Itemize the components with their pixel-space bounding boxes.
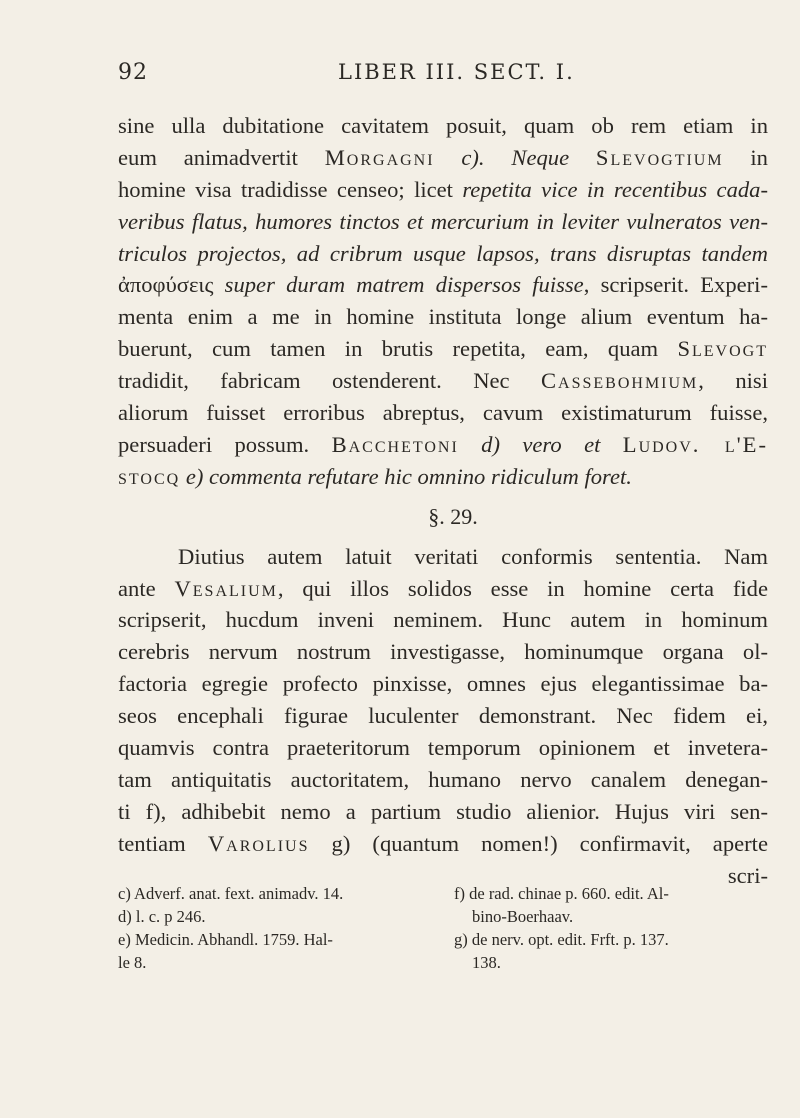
footnote: d) l. c. p 246. (118, 907, 206, 926)
text-line: cerebris nervum nostrum investigasse, hominumque organa ol- (118, 639, 768, 665)
text-line: tam antiquitatis auctoritatem, humano nervo canalem denegan- (118, 766, 768, 792)
footnote: g) de nerv. opt. edit. Frft. p. 137. (454, 930, 669, 949)
text-line: ἀποφύσεις super duram matrem dispersos fuisse, scripserit. Experi- (118, 272, 768, 298)
page-number: 92 (118, 60, 148, 85)
text-line: persuaderi possum. Bacchetoni d) vero et Ludov. l'E- (118, 431, 768, 457)
footnote-continuation: le 8. (118, 953, 147, 972)
text-line: aliorum fuisset erroribus abreptus, cavum existimaturum fuisse, (118, 400, 768, 426)
text-line: Diutius autem latuit veritati conformis sententia. Nam (178, 543, 768, 569)
author-name: stocq (118, 463, 181, 489)
text-line: menta enim a me in homine instituta longe alium eventum ha- (118, 304, 768, 330)
footnote: e) Medicin. Abhandl. 1759. Hal- (118, 930, 333, 949)
text-line: stocq e) commenta refutare hic omnino ridiculum foret. (118, 463, 632, 489)
author-name: Vesalium (174, 575, 278, 601)
footnote: f) de rad. chinae p. 660. edit. Al- (454, 884, 669, 903)
greek-word: ἀποφύσεις (118, 272, 214, 298)
footnote-continuation: bino-Boerhaav. (472, 907, 574, 926)
text-line: factoria egregie profecto pinxisse, omnes ejus elegantissimae ba- (118, 671, 768, 697)
text-line: seos encephali figurae luculenter demonstrant. Nec fidem ei, (118, 703, 768, 729)
catchword: scri- (727, 862, 768, 888)
author-name: Slevogtium (595, 144, 724, 170)
author-name: Morgagni (324, 144, 435, 170)
text-line: eum animadvertit Morgagni c). Neque Slevogtium in (118, 144, 768, 170)
author-name: Ludov. l'E- (622, 431, 768, 457)
text-line: ti f), adhibebit nemo a partium studio alienior. Hujus viri sen- (118, 798, 768, 824)
text-line: scripserit, hucdum inveni neminem. Hunc autem in hominum (118, 607, 768, 633)
footnote-continuation: 138. (472, 953, 501, 972)
text-line: buerunt, cum tamen in brutis repetita, eam, quam Slevogt (118, 336, 768, 362)
section-mark: §. 29. (428, 503, 478, 529)
footnote-column-right (454, 882, 784, 974)
text-line: ante Vesalium, qui illos solidos esse in homine certa fide (118, 575, 768, 601)
running-head: LIBER III. SECT. I. (338, 60, 575, 84)
body-text (118, 110, 768, 891)
text-line: quamvis contra praeteritorum temporum opinionem et invetera- (118, 735, 768, 761)
author-name: Bacchetoni (331, 431, 459, 457)
author-name: Varolius (207, 830, 310, 856)
text-line: homine visa tradidisse censeo; licet repetita vice in recentibus cada- (118, 176, 768, 202)
author-name: Slevogt (677, 336, 768, 362)
text-line: triculos projectos, ad cribrum usque lapsos, trans disruptas tandem (118, 240, 768, 266)
text-line: sine ulla dubitatione cavitatem posuit, quam ob rem etiam in (118, 113, 768, 138)
footnote: c) Adverf. anat. fext. animadv. 14. (118, 884, 344, 903)
author-name: Cassebohmium (540, 368, 699, 394)
page-header (118, 60, 758, 92)
footnote-column-left (118, 882, 458, 974)
text-line: tentiam Varolius g) (quantum nomen!) confirmavit, aperte (118, 830, 768, 856)
text-line: veribus flatus, humores tinctos et mercurium in leviter vulneratos ven- (118, 208, 768, 234)
text-line: tradidit, fabricam ostenderent. Nec Cassebohmium, nisi (118, 368, 768, 394)
